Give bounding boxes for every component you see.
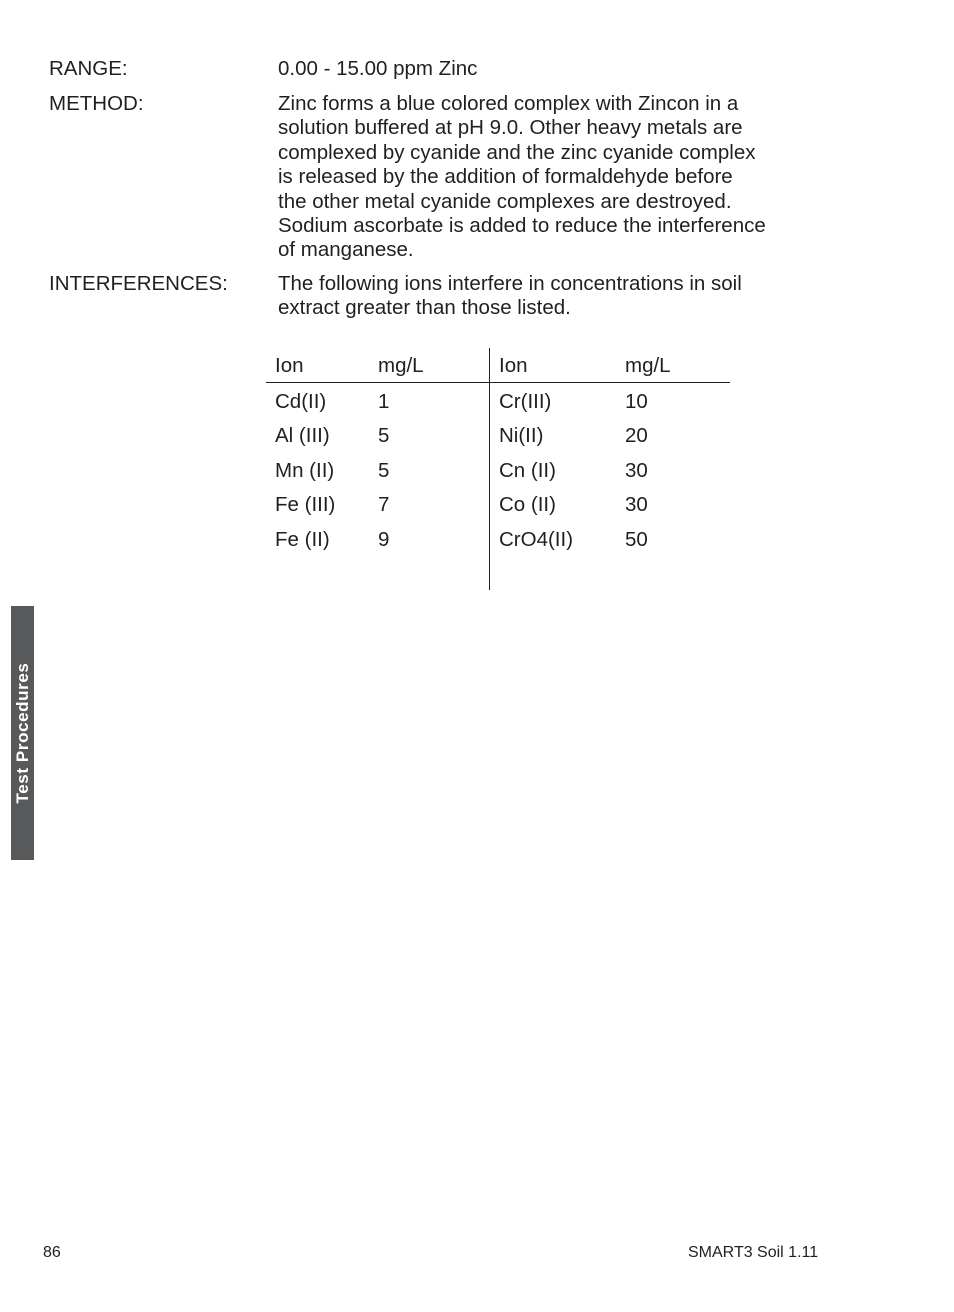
interferences-line: The following ions interfere in concentrations in soil: [278, 272, 742, 295]
method-line: the other metal cyanide complexes are destroyed.: [278, 189, 732, 213]
page-number: 86: [43, 1244, 61, 1261]
table-cell-ion: Ni(II): [499, 424, 544, 447]
section-side-tab: [11, 606, 34, 860]
table-cell-ion: Cn (II): [499, 459, 556, 482]
table-cell-mgl: 5: [378, 424, 390, 447]
table-cell-ion: Mn (II): [275, 459, 335, 482]
table-cell-ion: Fe (III): [275, 493, 336, 516]
table-cell-mgl: 9: [378, 528, 390, 551]
document-name: SMART3 Soil 1.11: [688, 1244, 819, 1261]
table-cell-ion: Cd(II): [275, 390, 327, 413]
table-cell-ion: Fe (II): [275, 528, 330, 551]
table-cell-mgl: 30: [625, 493, 648, 516]
interferences-text: [278, 272, 838, 321]
interferences-line: extract greater than those listed.: [278, 296, 571, 320]
table-header-mgl: mg/L: [378, 354, 424, 377]
table-cell-mgl: 1: [378, 390, 390, 413]
table-cell-mgl: 5: [378, 459, 390, 482]
method-text: [278, 92, 838, 263]
method-line: complexed by cyanide and the zinc cyanide complex: [278, 140, 756, 164]
side-tab-label: Test Procedures: [12, 662, 32, 804]
method-line: is released by the addition of formaldehyde before: [278, 165, 733, 189]
table-cell-mgl: 7: [378, 493, 390, 516]
method-line: Zinc forms a blue colored complex with Zincon in a: [278, 92, 739, 115]
table-cell-mgl: 10: [625, 390, 648, 413]
method-line: solution buffered at pH 9.0. Other heavy metals are: [278, 116, 743, 140]
interferences-label: INTERFERENCES:: [49, 272, 228, 295]
table-cell-mgl: 30: [625, 459, 648, 482]
table-header-ion: Ion: [499, 354, 528, 377]
table-header-rule: [266, 382, 730, 383]
table-header-ion: Ion: [275, 354, 304, 377]
method-line: of manganese.: [278, 238, 414, 262]
table-cell-ion: Co (II): [499, 493, 556, 516]
table-cell-ion: CrO4(II): [499, 528, 574, 551]
range-label: RANGE:: [49, 57, 128, 80]
table-cell-mgl: 20: [625, 424, 648, 447]
table-cell-ion: Al (III): [275, 424, 330, 447]
method-label: METHOD:: [49, 92, 144, 115]
table-cell-mgl: 50: [625, 528, 648, 551]
method-line: Sodium ascorbate is added to reduce the interference: [278, 214, 766, 238]
table-column-divider: [489, 348, 490, 590]
range-value: 0.00 - 15.00 ppm Zinc: [278, 57, 478, 80]
interference-table: [266, 348, 730, 590]
table-cell-ion: Cr(III): [499, 390, 552, 413]
table-header-mgl: mg/L: [625, 354, 671, 377]
